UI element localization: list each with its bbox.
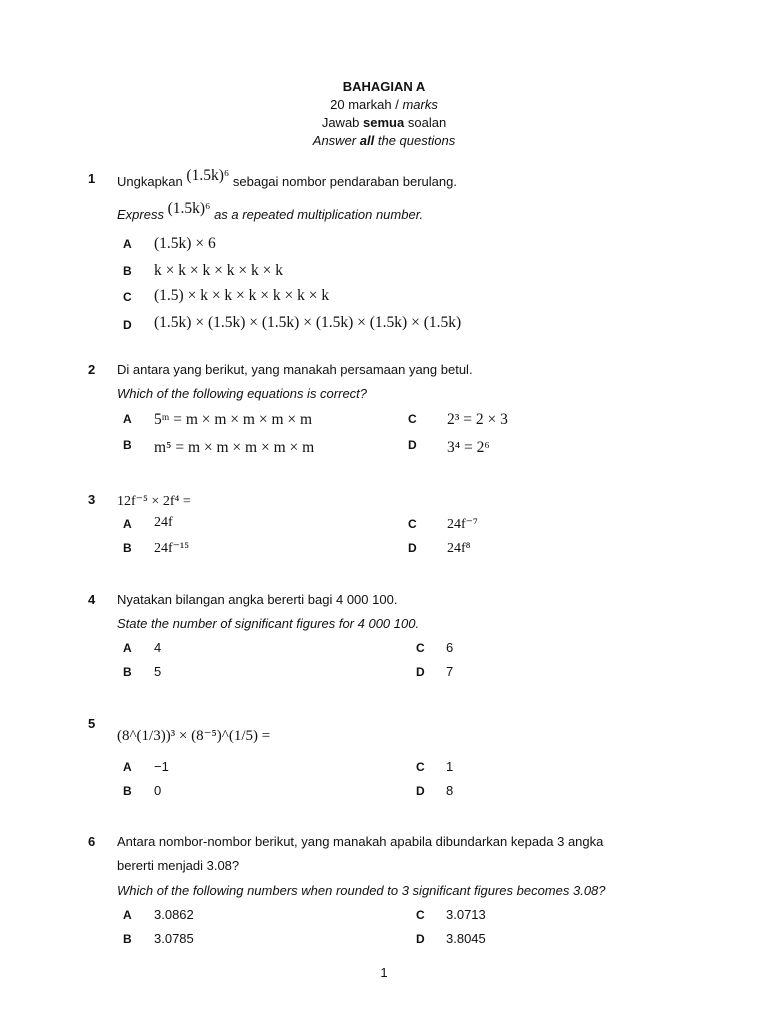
option-letter: C (123, 290, 132, 304)
option-letter: D (416, 665, 425, 679)
q6-malay-stem-line2: bererti menjadi 3.08? (117, 858, 240, 873)
q6-english-stem: Which of the following numbers when rounded to 3 significant figures becomes 3.08? (117, 883, 606, 898)
q5-option-a[interactable]: −1 (154, 759, 169, 774)
instruction-english-bold: all (359, 133, 375, 148)
q3-option-d[interactable]: 24f⁸ (447, 541, 471, 556)
q1-option-d[interactable]: (1.5k) × (1.5k) × (1.5k) × (1.5k) × (1.5k) × (1.5k) (154, 314, 462, 331)
option-letter: D (416, 932, 425, 946)
q1-expression: (1.5k)⁶ (186, 167, 230, 184)
option-letter: C (408, 517, 417, 531)
instruction-english (0, 133, 768, 148)
option-letter: B (123, 264, 132, 278)
q4-malay-stem: Nyatakan bilangan angka bererti bagi 4 000 100. (117, 592, 398, 607)
q5-option-c[interactable]: 1 (446, 759, 454, 774)
q1-english-pre: Express (117, 207, 164, 222)
q2-english-stem: Which of the following equations is correct? (117, 386, 368, 401)
option-letter: A (123, 412, 132, 426)
q1-malay-post: sebagai nombor pendaraban berulang. (232, 174, 457, 189)
instruction-english-pre: Answer (312, 133, 357, 148)
instruction-malay-pre: Jawab (321, 115, 360, 130)
section-title: BAHAGIAN A (342, 79, 426, 94)
option-letter: B (123, 784, 132, 798)
q6-option-d[interactable]: 3.8045 (446, 931, 486, 946)
q5-option-d[interactable]: 8 (446, 783, 454, 798)
q4-option-c[interactable]: 6 (446, 640, 454, 655)
option-letter: B (123, 541, 132, 555)
question-number: 4 (88, 592, 96, 607)
q2-option-d[interactable]: 3⁴ = 2⁶ (447, 439, 490, 456)
q6-option-c[interactable]: 3.0713 (446, 907, 486, 922)
q3-expression: 12f⁻⁵ × 2f⁴ = (117, 494, 191, 509)
q2-option-b[interactable]: m⁵ = m × m × m × m × m (154, 439, 315, 456)
q1-option-c[interactable]: (1.5) × k × k × k × k × k × k (154, 287, 330, 304)
q6-malay-stem-line1: Antara nombor-nombor berikut, yang manakah apabila dibundarkan kepada 3 angka (117, 834, 604, 849)
q6-option-b[interactable]: 3.0785 (154, 931, 194, 946)
q1-english-stem (117, 200, 424, 224)
q2-option-c[interactable]: 2³ = 2 × 3 (447, 411, 508, 428)
q6-option-a[interactable]: 3.0862 (154, 907, 194, 922)
option-letter: C (416, 760, 425, 774)
q2-malay-stem: Di antara yang berikut, yang manakah persamaan yang betul. (117, 362, 473, 377)
q2-option-a[interactable]: 5ᵐ = m × m × m × m × m (154, 411, 313, 428)
q5-expression: (8^(1/3))³ × (8⁻⁵)^(1/5) = (117, 728, 271, 744)
option-letter: D (416, 784, 425, 798)
option-letter: B (123, 665, 132, 679)
q1-malay-pre: Ungkapkan (117, 174, 183, 189)
option-letter: C (416, 908, 425, 922)
q4-option-b[interactable]: 5 (154, 664, 162, 679)
option-letter: B (123, 932, 132, 946)
q1-expression-english: (1.5k)⁶ (167, 200, 211, 217)
option-letter: A (123, 237, 132, 251)
q1-option-b[interactable]: k × k × k × k × k × k (154, 262, 283, 279)
option-letter: A (123, 908, 132, 922)
marks-line (0, 97, 768, 112)
q4-option-d[interactable]: 7 (446, 664, 454, 679)
question-number: 3 (88, 492, 96, 507)
option-letter: D (408, 541, 417, 555)
page-number: 1 (380, 965, 388, 980)
instruction-malay-post: soalan (407, 115, 447, 130)
q4-english-stem: State the number of significant figures for 4 000 100. (117, 616, 420, 631)
option-letter: C (408, 412, 417, 426)
question-number: 5 (88, 716, 96, 731)
option-letter: C (416, 641, 425, 655)
option-letter: D (123, 318, 132, 332)
option-letter: B (123, 438, 132, 452)
marks-malay: 20 markah / (330, 97, 399, 112)
q1-option-a[interactable]: (1.5k) × 6 (154, 235, 216, 252)
q1-english-post: as a repeated multiplication number. (214, 207, 424, 222)
q4-option-a[interactable]: 4 (154, 640, 162, 655)
q3-option-b[interactable]: 24f⁻¹⁵ (154, 541, 190, 556)
question-number: 2 (88, 362, 96, 377)
question-number: 6 (88, 834, 96, 849)
option-letter: D (408, 438, 417, 452)
q3-option-c[interactable]: 24f⁻⁷ (447, 517, 478, 532)
instruction-malay (0, 115, 768, 130)
option-letter: A (123, 760, 132, 774)
marks-english: marks (402, 97, 438, 112)
instruction-malay-bold: semua (363, 115, 405, 130)
q3-option-a[interactable]: 24f (154, 515, 173, 530)
q5-option-b[interactable]: 0 (154, 783, 162, 798)
option-letter: A (123, 517, 132, 531)
q1-malay-stem (117, 167, 457, 191)
question-number: 1 (88, 171, 96, 186)
option-letter: A (123, 641, 132, 655)
instruction-english-post: the questions (377, 133, 456, 148)
